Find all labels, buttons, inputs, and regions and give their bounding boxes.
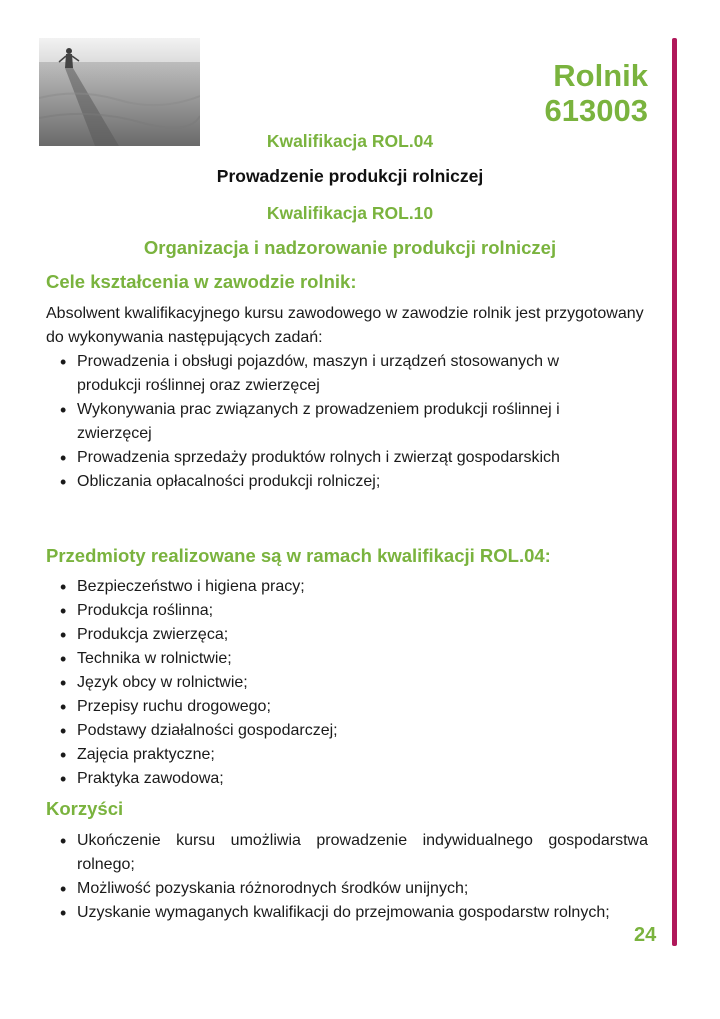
list-item: • Język obcy w rolnictwie;	[46, 671, 648, 695]
list-item: • Podstawy działalności gospodarczej;	[46, 719, 648, 743]
goals-list	[46, 350, 648, 494]
list-item: • Bezpieczeństwo i higiena pracy;	[46, 575, 648, 599]
goals-heading: Cele kształcenia w zawodzie rolnik:	[46, 271, 357, 292]
list-item: • Wykonywania prac związanych z prowadzeniem produkcji roślinnej i zwierzęcej	[46, 398, 648, 446]
title-occupation: Rolnik	[553, 58, 648, 93]
page-number: 24	[634, 924, 657, 946]
title-code: 613003	[544, 93, 648, 128]
list-item: • Przepisy ruchu drogowego;	[46, 695, 648, 719]
qualification-2-label: Kwalifikacja ROL.10	[266, 203, 434, 223]
list-item: • Zajęcia praktyczne;	[46, 743, 648, 767]
list-item: • Produkcja zwierzęca;	[46, 623, 648, 647]
qualification-2-name: Organizacja i nadzorowanie produkcji rolniczej	[143, 237, 557, 258]
list-item: • Ukończenie kursu umożliwia prowadzenie indywidualnego gospodarstwa rolnego;	[46, 829, 648, 877]
subjects-heading: Przedmioty realizowane są w ramach kwalifikacji ROL.04:	[46, 545, 551, 566]
subjects-list	[46, 575, 648, 791]
benefits-heading: Korzyści	[46, 798, 124, 819]
list-item: • Prowadzenia i obsługi pojazdów, maszyn i urządzeń stosowanych w produkcji roślinnej oraz zwierzęcej	[46, 350, 648, 398]
wheat-field-image	[39, 38, 200, 146]
farmer-field-photo	[39, 38, 200, 146]
side-accent-bar	[672, 38, 677, 946]
list-item: • Możliwość pozyskania różnorodnych środków unijnych;	[46, 877, 648, 901]
benefits-list	[46, 829, 648, 925]
list-item: • Obliczania opłacalności produkcji rolniczej;	[46, 470, 648, 494]
list-item: • Uzyskanie wymaganych kwalifikacji do przejmowania gospodarstw rolnych;	[46, 901, 648, 925]
list-item: • Praktyka zawodowa;	[46, 767, 648, 791]
page-title	[545, 58, 648, 128]
qualification-1-name: Prowadzenie produkcji rolniczej	[216, 166, 484, 186]
goals-intro: Absolwent kwalifikacyjnego kursu zawodowego w zawodzie rolnik jest przygotowany do wykonywania następujących zadań:	[46, 305, 644, 346]
list-item: • Technika w rolnictwie;	[46, 647, 648, 671]
list-item: • Produkcja roślinna;	[46, 599, 648, 623]
list-item: • Prowadzenia sprzedaży produktów rolnych i zwierząt gospodarskich	[46, 446, 648, 470]
qualification-1-label: Kwalifikacja ROL.04	[266, 131, 434, 151]
